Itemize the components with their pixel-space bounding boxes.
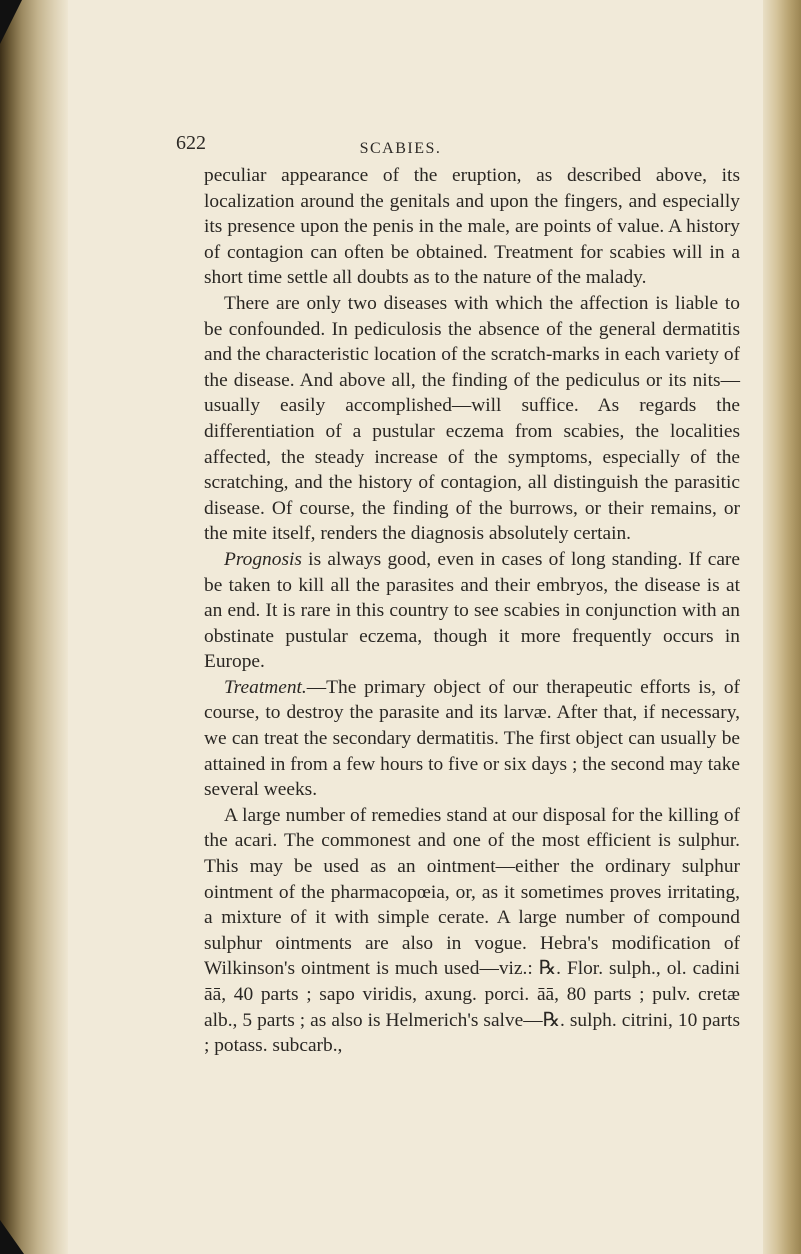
paragraph-text: peculiar appearance of the eruption, as described above, its localization around the genitals and upon the fingers, and especially its presence upon the penis in the male, are points of value. A history of contagion can often be obtained. Treatment for scabies will in a short time settle all doubts as to the nature of the malady. — [204, 165, 740, 289]
paragraph-treatment — [204, 675, 740, 803]
paragraph-prognosis — [204, 547, 740, 675]
chapter-title: SCABIES. — [359, 140, 442, 157]
paragraph-text: —The primary object of our therapeutic efforts is, of course, to destroy the parasite and its larvæ. After that, if necessary, we can treat the secondary dermatitis. The first object can usually be attained in from a few hours to five or six days ; the second may take several weeks. — [204, 676, 740, 801]
page-corner-bottom — [0, 1220, 24, 1254]
page-corner-top — [0, 0, 22, 44]
paragraph-2 — [204, 291, 740, 547]
page-number: 622 — [176, 132, 206, 154]
book-spine-shadow — [0, 0, 68, 1254]
paragraph-5 — [204, 803, 740, 1059]
prognosis-heading: Prognosis — [224, 548, 302, 570]
page-edge-right — [763, 0, 801, 1254]
paragraph-text: is always good, even in cases of long standing. If care be taken to kill all the parasites and their embryos, the disease is at an end. It is rare in this country to see scabies in conjunction with an obstinate pustular eczema, though it more frequently occurs in Europe. — [204, 548, 740, 673]
body-text — [204, 163, 740, 1059]
paragraph-text: A large number of remedies stand at our disposal for the killing of the acari. The commonest and one of the most efficient is sulphur. This may be used as an ointment—either the ordinary sulphur ointment of the pharmacopœia, or, as it sometimes proves irritating, a mixture of it with simple cerate. A large number of compound sulphur ointments are also in vogue. Hebra's modification of Wilkinson's ointment is much used—viz.: ℞. Flor. sulph., ol. cadini āā, 40 parts ; sapo viridis, axung. porci. āā, 80 parts ; pulv. cretæ alb., 5 parts ; as also is Helmerich's salve—℞. sulph. citrini, 10 parts ; potass. subcarb., — [204, 804, 740, 1057]
paragraph-text: There are only two diseases with which the affection is liable to be confounded. In pediculosis the absence of the general dermatitis and the characteristic location of the scratch-marks in each variety of the disease. And above all, the finding of the pediculus or its nits—usually easily accomplished—will suffice. As regards the differentiation of a pustular eczema from scabies, the localities affected, the steady increase of the symptoms, especially of the scratching, and the history of contagion, all distinguish the parasitic disease. Of course, the finding of the burrows, or their remains, or the mite itself, renders the diagnosis absolutely certain. — [204, 292, 740, 545]
running-head — [0, 126, 801, 160]
treatment-heading: Treatment. — [224, 676, 307, 698]
paragraph-1 — [204, 163, 740, 291]
